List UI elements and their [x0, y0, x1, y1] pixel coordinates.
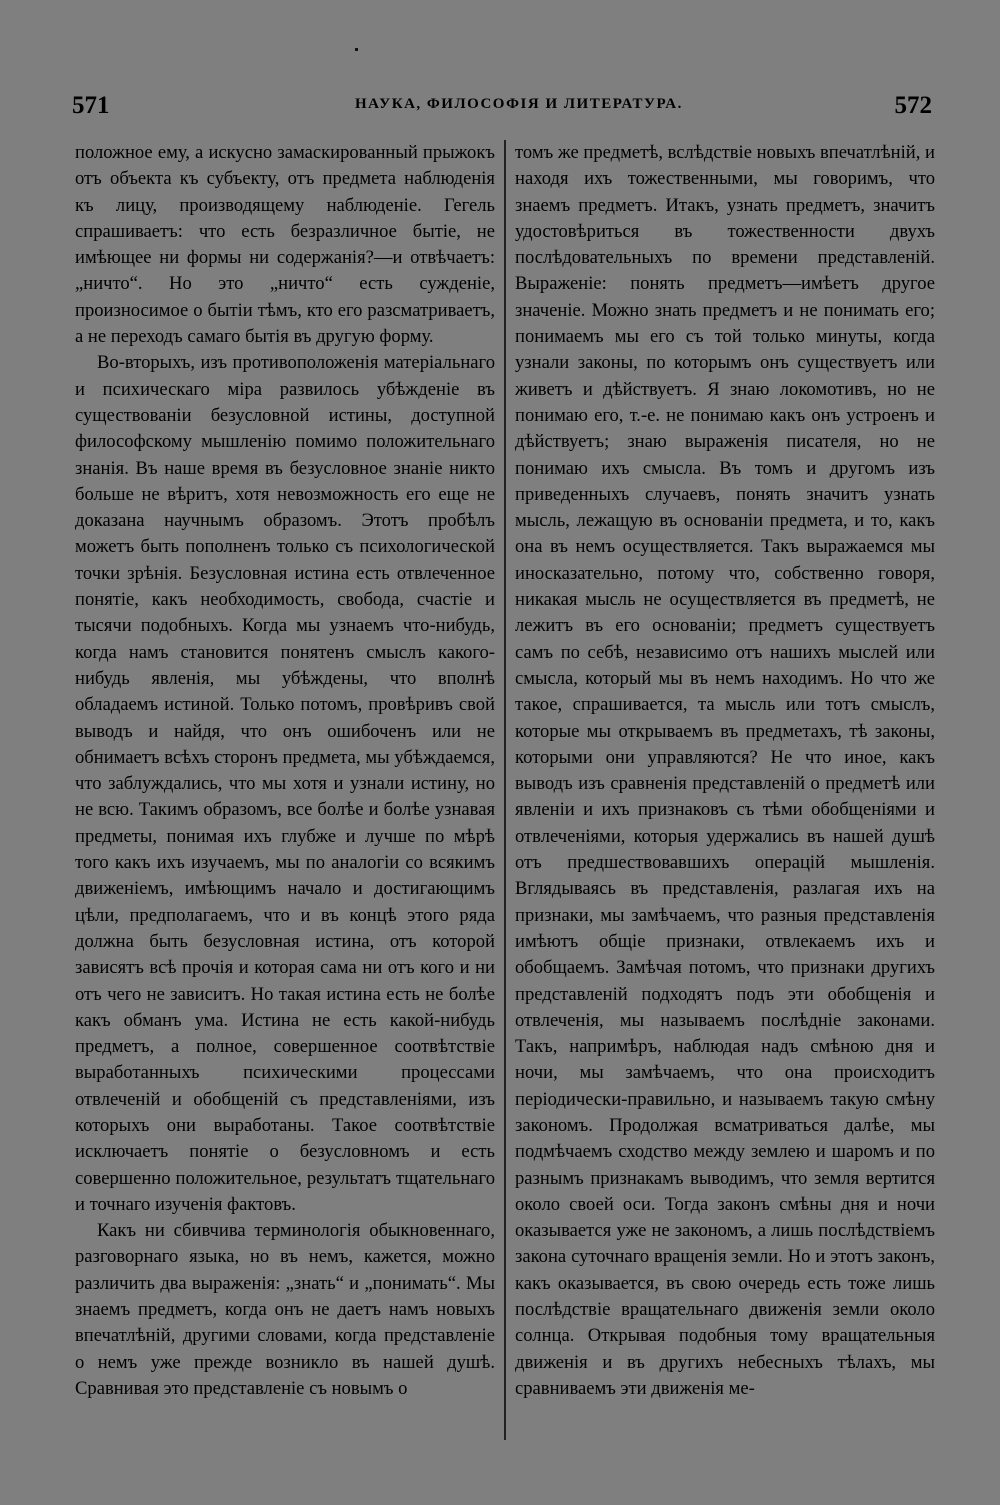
left-paragraph-2: Во-вторыхъ, изъ противоположенія матеріальнаго и психическаго міра развилось убѣжденіе въ существованіи безусловной истины, доступной философскому мышленію помимо положительнаго знанія. Въ наше время въ безусловное знаніе никто больше не вѣритъ, хотя невозможность его еще не доказана научнымъ образомъ. Этотъ пробѣлъ можетъ быть пополненъ только съ психологической точки зрѣнія. Безусловная истина есть отвлеченное понятіе, какъ необходимость, свобода, счастіе и тысячи подобныхъ. Когда мы узнаемъ что-нибудь, когда намъ становится понятенъ смыслъ какого-нибудь явленія, мы убѣждены, что вполнѣ обладаемъ истиной. Только потомъ, провѣривъ свой выводъ и найдя, что онъ ошибоченъ или не обнимаетъ всѣхъ сторонъ предмета, мы убѣждаемся, что заблуждались, что мы хотя и узнали истину, но не всю. Такимъ образомъ, все болѣе и болѣе узнавая предметы, понимая ихъ глубже и лучше по мѣрѣ того какъ ихъ изучаемъ, мы по аналогіи со всякимъ движеніемъ, имѣющимъ начало и достигающимъ цѣли, предполагаемъ, что и въ концѣ этого ряда должна быть безусловная истина, отъ которой зависятъ всѣ прочія и которая сама ни отъ кого и ни отъ чего не зависитъ. Но такая истина есть не болѣе какъ обманъ ума. Истина не есть какой-нибудь предметъ, а полное, совершенное соотвѣтствіе выработанныхъ психическими процессами отвлеченій и обобщеній съ представленіями, изъ которыхъ они выработаны. Такое соотвѣтствіе исключаетъ понятіе о безусловномъ и есть совершенно положительное, результатъ тщательнаго и точнаго изученія фактовъ.	[75, 352, 495, 1215]
right-paragraph-1: томъ же предметѣ, вслѣдствіе новыхъ впечатлѣній, и находя ихъ тожественными, мы говоримъ, что знаемъ предметъ. Итакъ, узнать предметъ, значитъ удостовѣриться въ тожественности двухъ послѣдовательныхъ по времени представленій. Выраженіе: понять предметъ—имѣетъ другое значеніе. Можно знать предметъ и не понимать его; понимаемъ мы его съ той только минуты, когда узнали законы, по которымъ онъ существуетъ или живетъ и дѣйствуетъ. Я знаю локомотивъ, но не понимаю его, т.-е. не понимаю какъ онъ устроенъ и дѣйствуетъ; знаю выраженія писателя, но не понимаю ихъ смысла. Въ томъ и другомъ изъ приведенныхъ случаевъ, понять значитъ узнать мысль, лежащую въ основаніи предмета, и то, какъ она въ немъ осуществляется. Такъ выражаемся мы иносказательно, потому что, собственно говоря, никакая мысль не осуществляется въ предметѣ, не лежитъ въ его основаніи; предметъ существуетъ самъ по себѣ, независимо отъ нашихъ мыслей или смысла, который мы въ немъ находимъ. Но что же такое, спрашивается, та мысль или тотъ смыслъ, которые мы открываемъ въ предметахъ, тѣ законы, которыми они управляются? Не что иное, какъ выводъ изъ сравненія представленій о предметѣ или явленіи и ихъ признаковъ съ тѣми обобщеніями и отвлеченіями, которыя удержались въ нашей душѣ отъ предшествовавшихъ операцій мышленія. Вглядываясь въ представленія, разлагая ихъ на признаки, мы замѣчаемъ, что разныя представленія имѣютъ общіе признаки, отвлекаемъ ихъ и обобщаемъ. Замѣчая потомъ, что признаки другихъ представленій подходятъ подъ эти обобщенія и отвлеченія, мы называемъ послѣдніе законами. Такъ, напримѣръ, наблюдая надъ смѣною дня и ночи, мы замѣчаемъ, что она происходитъ періодически-правильно, и называемъ такую смѣну закономъ. Продолжая всматриваться далѣе, мы подмѣчаемъ сходство между землею и шаромъ и по разнымъ признакамъ выводимъ, что земля вертится около своей оси. Тогда законъ смѣны дня и ночи оказывается уже не закономъ, а лишь послѣдствіемъ закона суточнаго вращенія земли. Но и этотъ законъ, какъ оказывается, въ свою очередь есть тоже лишь послѣдствіе вращательнаго движенія земли около солнца. Открывая подобныя тому вращательныя движенія и въ другихъ небесныхъ тѣлахъ, мы сравниваемъ эти движенія ме-	[515, 142, 935, 1399]
left-paragraph-1: положное ему, а искусно замаскированный прыжокъ отъ объекта къ субъекту, отъ предмета наблюденія къ лицу, производящему наблюденіе. Гегель спрашиваетъ: что есть безразличное бытіе, не имѣющее ни формы ни содержанія?—и отвѣчаетъ: „ничто“. Но это „ничто“ есть сужденіе, произносимое о бытіи тѣмъ, кто его разсматриваетъ, а не переходъ самаго бытія въ другую форму.	[75, 142, 495, 348]
page-header	[70, 92, 940, 120]
running-title: НАУКА, ФИЛОСОФІЯ И ЛИТЕРАТУРА.	[355, 96, 683, 112]
page-number-left: 571	[72, 92, 110, 119]
left-column	[75, 140, 495, 1402]
right-column	[515, 140, 935, 1402]
page-number-right: 572	[894, 92, 932, 119]
column-divider	[504, 140, 506, 1440]
left-paragraph-3: Какъ ни сбивчива терминологія обыкновеннаго, разговорнаго языка, но въ немъ, кажется, можно различить два выраженія: „знать“ и „понимать“. Мы знаемъ предметъ, когда онъ не даетъ намъ новыхъ впечатлѣній, другими словами, когда представленіе о немъ уже прежде возникло въ нашей душѣ. Сравнивая это представленіе съ новымъ о	[75, 1220, 495, 1399]
print-mark	[355, 48, 358, 51]
